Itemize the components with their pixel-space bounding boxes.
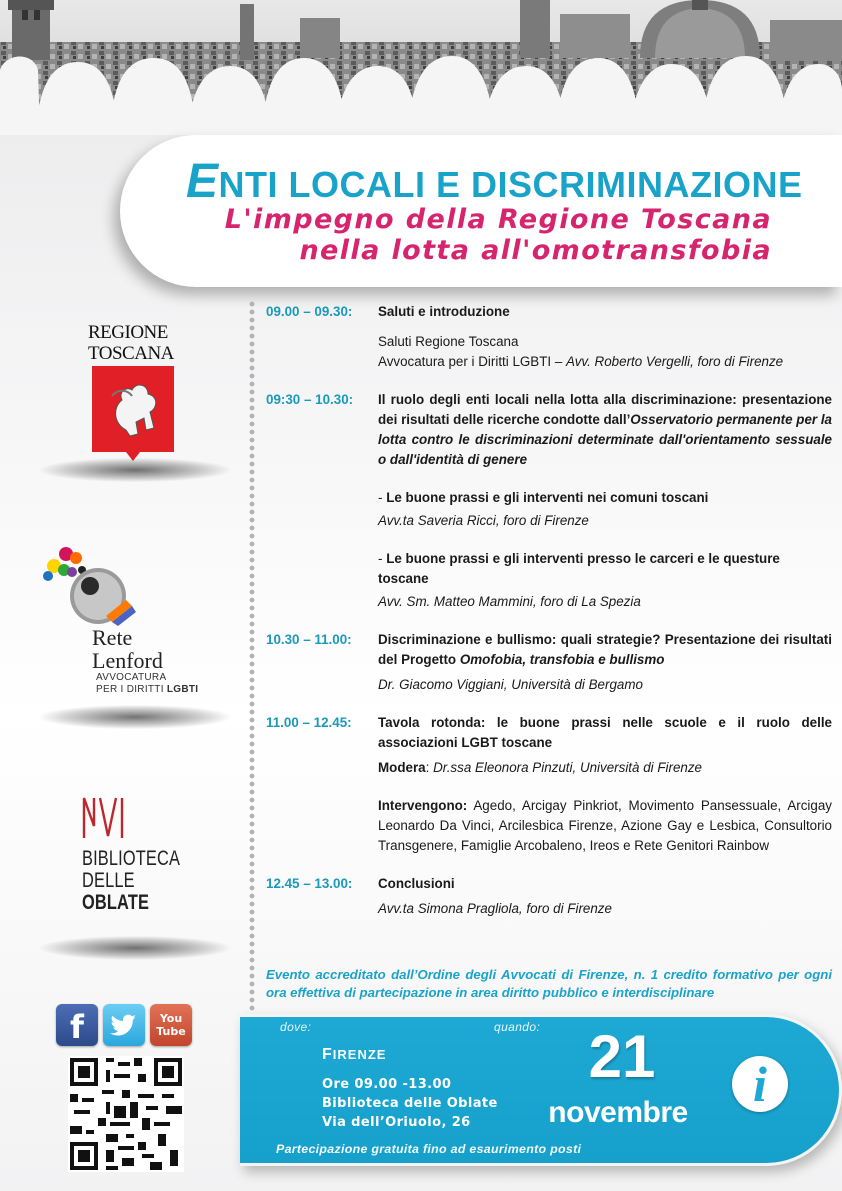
slot-title: Tavola rotonda: le buone prassi nelle scuole e il ruolo delle associazioni LGBT toscane [378, 715, 832, 750]
moderator-label: Modera [378, 760, 426, 775]
program-slot [266, 630, 832, 695]
event-street: Via dell’Oriuolo, 26 [322, 1115, 471, 1130]
slot-speaker: Avv.ta Saveria Ricci, foro di Firenze [378, 513, 589, 528]
slot-content [378, 713, 832, 856]
slot-title: Conclusioni [378, 876, 455, 891]
slot-subtitle [378, 488, 832, 508]
youtube-bottom: Tube [156, 1025, 186, 1038]
rete-lenford-sub-2-prefix: PER I DIRITTI [96, 684, 167, 695]
slot-title-italic: Osservatorio permanente per la lotta contro le discriminazioni determinate dall'orientamento sessuale o dall'identità di genere [378, 412, 832, 467]
logo-shadow [40, 458, 230, 482]
info-icon[interactable] [732, 1056, 788, 1112]
subtitle [150, 204, 830, 266]
moderator-name: Dr.ssa Eleonora Pinzuti, Università di Firenze [433, 760, 702, 775]
event-day: 21 [588, 1023, 656, 1090]
slot-title-part: Il ruolo degli enti locali nella lotta alla discriminazione: presentazione dei risultati delle ricerche condotte dall’ [378, 392, 832, 427]
event-month: novembre [548, 1096, 688, 1129]
oblate-mark-icon [82, 796, 126, 845]
moderator-sep: : [425, 760, 434, 775]
participation-note: Partecipazione gratuita fino ad esaurimento posti [276, 1142, 582, 1156]
twitter-bird-icon [103, 1004, 145, 1046]
logo-shadow [40, 705, 230, 729]
rete-lenford-line-2: Lenford [92, 648, 163, 673]
logo-shadow [40, 936, 230, 960]
rete-lenford-sub-2 [96, 684, 198, 696]
slot-speakers [378, 796, 832, 856]
biblioteca-oblate-text [82, 848, 180, 914]
main-title-initial: E [186, 155, 219, 208]
slot-content [378, 630, 832, 695]
facebook-glyph: f [70, 1008, 84, 1046]
slot-speaker: Avv. Roberto Vergelli, foro di Firenze [566, 354, 784, 369]
slot-time: 12.45 – 13.00: [266, 876, 353, 891]
regione-toscana-shield-icon [92, 366, 174, 467]
youtube-icon[interactable] [150, 1004, 192, 1046]
program-slot [266, 302, 832, 372]
event-venue: Biblioteca delle Oblate [322, 1096, 498, 1111]
main-title-rest: NTI LOCALI E DISCRIMINAZIONE [218, 164, 803, 205]
slot-content [378, 390, 832, 612]
rete-lenford-line-1: Rete [92, 625, 133, 650]
slot-sub-title: Le buone prassi e gli interventi presso le carceri e le questure toscane [378, 551, 780, 586]
event-address [322, 1075, 498, 1132]
oblate-line-2: DELLE [82, 869, 135, 892]
slot-title [378, 630, 832, 670]
slot-sub-title: Le buone prassi e gli interventi nei comuni toscani [386, 490, 709, 505]
program-slot [266, 390, 832, 612]
accreditation-note: Evento accreditato dall’Ordine degli Avvocati di Firenze, n. 1 credito formativo per ogni ora effettiva di partecipazione in area diritto pubblico e interdisciplinare [266, 967, 832, 1000]
main-title [186, 154, 836, 209]
twitter-icon[interactable] [103, 1004, 145, 1046]
facebook-icon[interactable] [56, 1004, 98, 1046]
slot-speaker: Avv.ta Simona Pragliola, foro di Firenze [378, 901, 612, 916]
info-glyph: i [753, 1056, 767, 1112]
program-slot [266, 874, 832, 919]
rete-lenford-icon [42, 546, 138, 631]
rete-lenford-subtitle [96, 672, 198, 696]
event-hours: Ore 09.00 -13.00 [322, 1077, 452, 1092]
speakers-list: Agedo, Arcigay Pinkriot, Movimento Pansessuale, Arcigay Leonardo Da Vinci, Arcilesbica Firenze, Azione Gay e Lesbica, Consultorio Transgenere, Famiglie Arcobaleno, Ireos e Rete Genitori Rainbow [378, 798, 832, 853]
skyline-banner [0, 0, 842, 135]
slot-title-italic: Omofobia, transfobia e bullismo [459, 652, 665, 667]
city-rest: IRENZE [332, 1047, 387, 1062]
regione-toscana-line-2: TOSCANA [88, 343, 174, 364]
program [266, 302, 832, 919]
slot-content [378, 302, 832, 372]
city-initial: F [322, 1046, 333, 1063]
slot-time: 09:30 – 10.30: [266, 392, 354, 407]
rete-lenford-sub-2-bold: LGBTI [166, 684, 199, 695]
qr-code[interactable] [68, 1056, 184, 1172]
florence-skyline-image [0, 0, 842, 135]
dotted-separator [249, 300, 255, 1012]
oblate-line-1: BIBLIOTECA [82, 847, 181, 870]
slot-sub-dash: - [378, 551, 387, 566]
slot-line: Saluti Regione Toscana [378, 334, 519, 349]
regione-toscana-logo-text [88, 322, 184, 364]
rete-lenford-sub-1: AVVOCATURA [96, 672, 167, 683]
slot-speaker: Dr. Giacomo Viggiani, Università di Bergamo [378, 677, 643, 692]
slot-content [378, 874, 832, 919]
subtitle-line-2: nella lotta all'omotransfobia [299, 235, 772, 266]
youtube-top: You [159, 1012, 183, 1025]
youtube-glyph [150, 1012, 192, 1038]
slot-line-plain: Avvocatura per i Diritti LGBTI – [378, 354, 567, 369]
slot-time: 09.00 – 09.30: [266, 304, 353, 319]
slot-title: Saluti e introduzione [378, 304, 510, 319]
slot-subtitle [378, 549, 832, 589]
qr-code-image [70, 1058, 182, 1170]
when-label: quando: [494, 1020, 541, 1034]
regione-toscana-line-1: REGIONE [88, 322, 168, 343]
slot-title [378, 390, 832, 470]
rete-lenford-name [92, 626, 163, 672]
social-links [56, 1004, 192, 1046]
slot-sub-dash: - [378, 490, 387, 505]
event-city [322, 1046, 386, 1064]
slot-moderator [378, 758, 832, 778]
oblate-line-3: OBLATE [82, 891, 150, 914]
program-slot [266, 713, 832, 856]
speakers-label: Intervengono: [378, 798, 468, 813]
slot-line [378, 352, 832, 372]
subtitle-line-1: L'impegno della Regione Toscana [224, 204, 772, 235]
slot-time: 11.00 – 12.45: [266, 715, 352, 730]
slot-title-part: Discriminazione e bullismo: quali strategie? Presentazione dei risultati del Progetto [378, 632, 832, 667]
slot-time: 10.30 – 11.00: [266, 632, 352, 647]
where-label: dove: [280, 1020, 312, 1034]
slot-speaker: Avv. Sт. Matteo Mammini, foro di La Spezia [378, 594, 641, 609]
